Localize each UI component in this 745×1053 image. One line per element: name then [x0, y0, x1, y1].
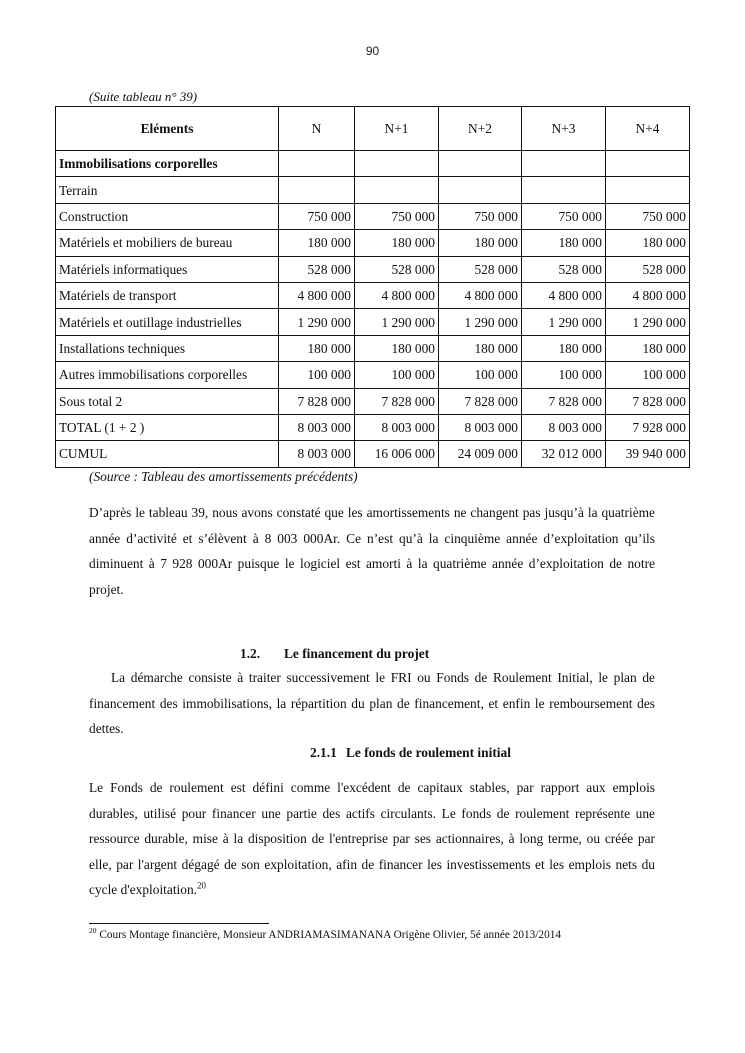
cell-value: 180 000	[522, 230, 606, 256]
cell-value	[439, 151, 522, 177]
table-row	[56, 441, 690, 467]
column-header-elements: Eléments	[56, 107, 279, 151]
cell-value: 180 000	[279, 335, 355, 361]
cell-value	[279, 151, 355, 177]
row-label: Sous total 2	[56, 388, 279, 414]
table-body	[56, 151, 690, 468]
cell-value: 4 800 000	[606, 282, 690, 308]
cell-value: 180 000	[355, 335, 439, 361]
section-title: Le financement du projet	[284, 646, 430, 661]
cell-value: 4 800 000	[522, 282, 606, 308]
cell-value: 8 003 000	[279, 414, 355, 440]
cell-value	[279, 177, 355, 203]
cell-value: 100 000	[279, 362, 355, 388]
cell-value	[606, 151, 690, 177]
row-label: Matériels et mobiliers de bureau	[56, 230, 279, 256]
cell-value	[355, 177, 439, 203]
footnote-text: Cours Montage financière, Monsieur ANDRIAMASIMANANA Origène Olivier, 5é année 2013/2014	[96, 929, 562, 941]
section-heading-2-1-1	[310, 745, 511, 761]
cell-value: 8 003 000	[279, 441, 355, 467]
table-row	[56, 177, 690, 203]
cell-value: 1 290 000	[355, 309, 439, 335]
column-header-n3: N+3	[522, 107, 606, 151]
table-row	[56, 151, 690, 177]
cell-value: 100 000	[439, 362, 522, 388]
cell-value: 528 000	[279, 256, 355, 282]
cell-value: 100 000	[355, 362, 439, 388]
cell-value: 750 000	[355, 203, 439, 229]
cell-value: 7 828 000	[606, 388, 690, 414]
cell-value: 528 000	[439, 256, 522, 282]
paragraph-text: Le Fonds de roulement est défini comme l'excédent de capitaux stables, par rapport aux emplois durables, utilisé pour financer une partie des actifs circulants. Le fonds de roulement représente une ressource durable, mise à la disposition de l'entreprise par ses actionnaires, à long terme, ou créée par elle, par l'argent dégagé de son exploitation, afin de financer les investissements et les emplois nets du cycle d'exploitation.	[89, 780, 655, 897]
cell-value	[606, 177, 690, 203]
table-row	[56, 230, 690, 256]
table-row	[56, 362, 690, 388]
row-label: Matériels de transport	[56, 282, 279, 308]
cell-value	[522, 177, 606, 203]
paragraph-financing-approach: La démarche consiste à traiter successivement le FRI ou Fonds de Roulement Initial, le plan de financement des immobilisations, la répartition du plan de financement, et enfin le remboursement des dettes.	[89, 670, 655, 736]
table-row	[56, 203, 690, 229]
row-label: Immobilisations corporelles	[56, 151, 279, 177]
column-header-n: N	[279, 107, 355, 151]
table-source: (Source : Tableau des amortissements précédents)	[89, 469, 358, 484]
cell-value: 7 828 000	[439, 388, 522, 414]
row-label: Matériels informatiques	[56, 256, 279, 282]
cell-value: 180 000	[439, 335, 522, 361]
cell-value: 100 000	[522, 362, 606, 388]
cell-value: 24 009 000	[439, 441, 522, 467]
cell-value: 180 000	[355, 230, 439, 256]
amortization-table	[55, 106, 690, 468]
cell-value: 4 800 000	[439, 282, 522, 308]
cell-value: 750 000	[522, 203, 606, 229]
column-header-n4: N+4	[606, 107, 690, 151]
cell-value: 100 000	[606, 362, 690, 388]
cell-value: 750 000	[439, 203, 522, 229]
cell-value: 8 003 000	[522, 414, 606, 440]
row-label: Terrain	[56, 177, 279, 203]
row-label: TOTAL (1 + 2 )	[56, 414, 279, 440]
table-caption: (Suite tableau n° 39)	[89, 89, 198, 104]
cell-value: 1 290 000	[606, 309, 690, 335]
cell-value: 528 000	[606, 256, 690, 282]
table-row	[56, 256, 690, 282]
cell-value: 32 012 000	[522, 441, 606, 467]
table-row	[56, 282, 690, 308]
table-row	[56, 388, 690, 414]
cell-value: 180 000	[606, 230, 690, 256]
section-number: 2.1.1	[310, 745, 337, 760]
cell-value: 4 800 000	[355, 282, 439, 308]
section-title: Le fonds de roulement initial	[346, 745, 511, 760]
table-row	[56, 309, 690, 335]
footnote-reference[interactable]: 20	[197, 880, 207, 891]
cell-value	[439, 177, 522, 203]
row-label: Autres immobilisations corporelles	[56, 362, 279, 388]
cell-value: 1 290 000	[439, 309, 522, 335]
row-label: CUMUL	[56, 441, 279, 467]
cell-value: 180 000	[279, 230, 355, 256]
row-label: Construction	[56, 203, 279, 229]
cell-value: 180 000	[439, 230, 522, 256]
footnote-separator	[89, 923, 269, 924]
paragraph-working-capital-definition	[89, 775, 655, 903]
cell-value: 4 800 000	[279, 282, 355, 308]
table-header-row	[56, 107, 690, 151]
row-label: Matériels et outillage industrielles	[56, 309, 279, 335]
cell-value: 180 000	[522, 335, 606, 361]
cell-value: 750 000	[279, 203, 355, 229]
footnote-marker: 20	[89, 926, 97, 936]
cell-value: 7 928 000	[606, 414, 690, 440]
cell-value: 7 828 000	[279, 388, 355, 414]
cell-value	[355, 151, 439, 177]
column-header-n1: N+1	[355, 107, 439, 151]
cell-value: 528 000	[522, 256, 606, 282]
cell-value: 7 828 000	[522, 388, 606, 414]
cell-value: 528 000	[355, 256, 439, 282]
row-label: Installations techniques	[56, 335, 279, 361]
page-number: 90	[365, 44, 380, 58]
cell-value: 8 003 000	[439, 414, 522, 440]
table-row	[56, 414, 690, 440]
table-row	[56, 335, 690, 361]
column-header-n2: N+2	[439, 107, 522, 151]
cell-value: 750 000	[606, 203, 690, 229]
section-heading-1-2	[240, 646, 429, 662]
cell-value	[522, 151, 606, 177]
cell-value: 16 006 000	[355, 441, 439, 467]
section-number: 1.2.	[240, 646, 261, 661]
paragraph-analysis: D’après le tableau 39, nous avons constaté que les amortissements ne changent pas jusqu’à la quatrième année d’activité et s’élèvent à 8 003 000Ar. Ce n’est qu’à la cinquième année d’exploitation qu’ils diminuent à 7 928 000Ar puisque le logiciel est amorti à la quatrième année d’exploitation de notre projet.	[89, 505, 655, 597]
cell-value: 180 000	[606, 335, 690, 361]
cell-value: 7 828 000	[355, 388, 439, 414]
cell-value: 1 290 000	[522, 309, 606, 335]
cell-value: 8 003 000	[355, 414, 439, 440]
footnote	[89, 926, 562, 941]
cell-value: 39 940 000	[606, 441, 690, 467]
cell-value: 1 290 000	[279, 309, 355, 335]
